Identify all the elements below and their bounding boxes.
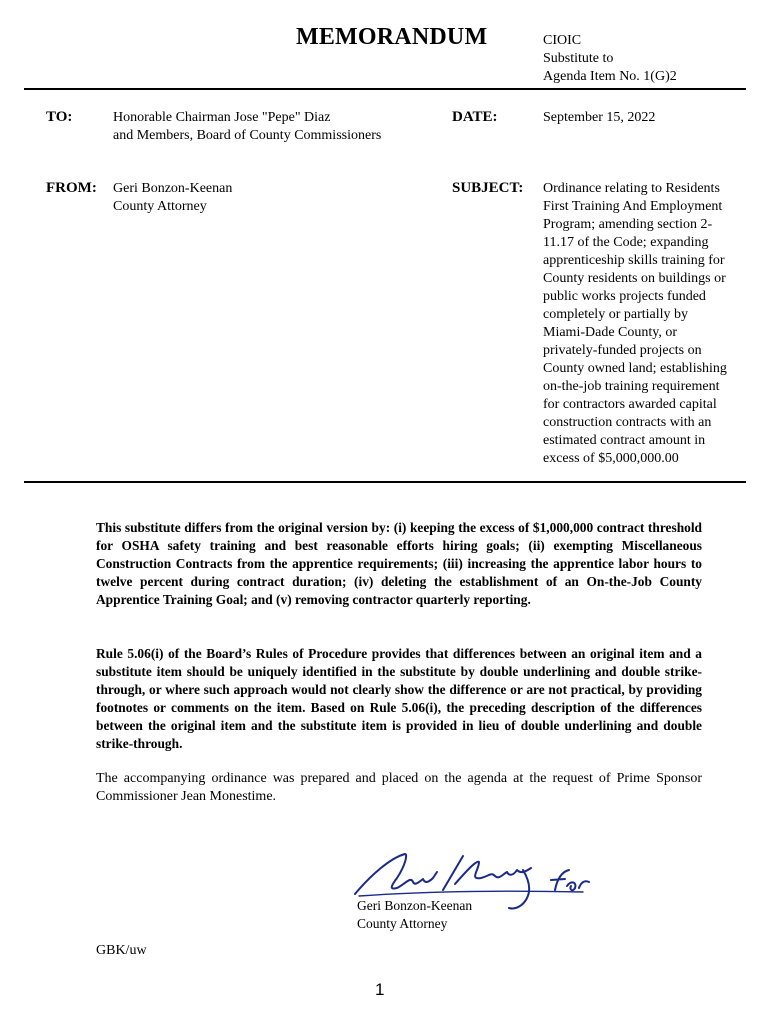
signature-block (357, 897, 472, 933)
reference-line: CIOIC (543, 33, 582, 48)
memo-title: MEMORANDUM (296, 24, 488, 50)
subject-line: 11.17 of the Code; expanding (543, 235, 709, 250)
agenda-reference (543, 32, 677, 86)
subject-line: estimated contract amount in (543, 433, 706, 448)
from-value (113, 180, 232, 216)
subject-label: SUBJECT: (452, 180, 524, 196)
reference-line: Agenda Item No. 1(G)2 (543, 69, 677, 84)
page-number: 1 (375, 980, 385, 999)
subject-line: privately-funded projects on (543, 343, 702, 358)
subject-line: apprenticeship skills training for (543, 253, 725, 268)
subject-line: on-the-job training requirement (543, 379, 720, 394)
subject-line: Program; amending section 2- (543, 217, 713, 232)
subject-line: for contractors awarded capital (543, 397, 717, 412)
subject-line: Ordinance relating to Residents (543, 181, 720, 196)
subject-line: County residents on buildings or (543, 271, 726, 286)
date-label: DATE: (452, 109, 498, 125)
subject-line: excess of $5,000,000.00 (543, 451, 679, 466)
from-line: Geri Bonzon-Keenan (113, 181, 233, 196)
from-label: FROM: (46, 180, 97, 196)
date-value: September 15, 2022 (543, 110, 656, 125)
to-line: Honorable Chairman Jose "Pepe" Diaz (113, 110, 331, 125)
subject-line: Miami-Dade County, or (543, 325, 678, 340)
signer-name: Geri Bonzon-Keenan (357, 898, 473, 913)
typist-initials: GBK/uw (96, 943, 147, 958)
subject-line: County owned land; establishing (543, 361, 727, 376)
to-line: and Members, Board of County Commissioners (113, 128, 382, 143)
subject-line: completely or partially by (543, 307, 689, 322)
signer-title: County Attorney (357, 916, 448, 931)
subject-line: public works projects funded (543, 289, 706, 304)
from-line: County Attorney (113, 199, 207, 214)
subject-line: construction contracts with an (543, 415, 712, 430)
subject-value (543, 180, 727, 468)
to-label: TO: (46, 109, 73, 125)
subject-line: First Training And Employment (543, 199, 723, 214)
reference-line: Substitute to (543, 51, 614, 66)
rule-506-paragraph: Rule 5.06(i) of the Board’s Rules of Procedure provides that differences between an original item and a substitute item should be uniquely identified in the substitute by double underlining and double strike-through, or where such approach would not clearly show the difference or are not practical, by providing footnotes or comments on the item. Based on Rule 5.06(i), the preceding description of the differences between the original item and the substitute item is provided in lieu of double underlining and double strike-through. (96, 646, 702, 751)
sponsor-paragraph: The accompanying ordinance was prepared and placed on the agenda at the request of Prime Sponsor Commissioner Jean Monestime. (96, 771, 702, 804)
subject-divider (24, 481, 746, 483)
header-divider (24, 88, 746, 90)
to-value (113, 109, 381, 145)
substitute-differences-paragraph: This substitute differs from the original version by: (i) keeping the excess of $1,000,000 contract threshold for OSHA safety training and best reasonable efforts hiring goals; (ii) exempting Miscellaneous Construction Contracts from the apprentice requirements; (iii) increasing the apprentice labor hours to twelve percent during contract duration; (iv) deleting the establishment of an On-the-Job County Apprentice Training Goal; and (v) removing contractor quarterly reporting. (96, 520, 702, 607)
